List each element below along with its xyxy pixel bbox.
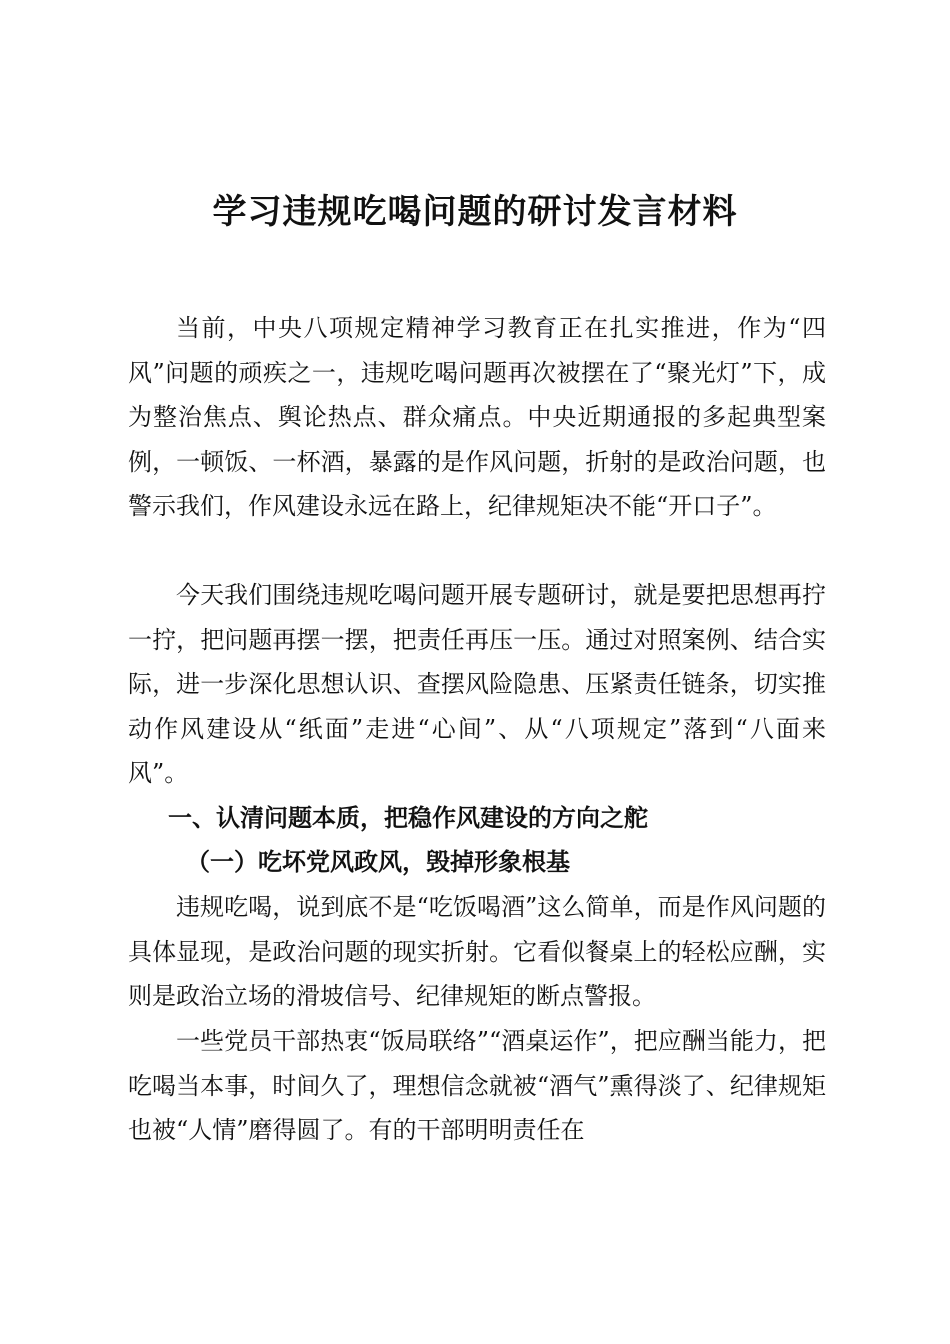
subsection-heading-1: （一）吃坏党风政风，毁掉形象根基 — [186, 847, 570, 876]
section-heading-1: 一、认清问题本质，把稳作风建设的方向之舵 — [168, 804, 648, 832]
paragraph-essence: 违规吃喝，说到底不是“吃饭喝酒”这么简单，而是作风问题的具体显现，是政治问题的现实折射。它看似餐桌上的轻松应酬，实则是政治立场的滑坡信号、纪律规矩的断点警报。 — [128, 893, 826, 1010]
paragraph-purpose: 今天我们围绕违规吃喝问题开展专题研讨，就是要把思想再拧一拧，把问题再摆一摆，把责任再压一压。通过对照案例、结合实际，进一步深化思想认识、查摆风险隐患、压紧责任链条，切实推动作风建设从“纸面”走进“心间”、从“八项规定”落到“八面来风”。 — [128, 581, 826, 787]
document-title: 学习违规吃喝问题的研讨发言材料 — [212, 192, 738, 232]
paragraph-intro: 当前，中央八项规定精神学习教育正在扎实推进，作为“四风”问题的顽疾之一，违规吃喝问题再次被摆在了“聚光灯”下，成为整治焦点、舆论热点、群众痛点。中央近期通报的多起典型案例，一顿饭、一杯酒，暴露的是作风问题，折射的是政治问题，也警示我们，作风建设永远在路上，纪律规矩决不能“开口子”。 — [128, 314, 826, 520]
paragraph-examples: 一些党员干部热衷“饭局联络”“酒桌运作”，把应酬当能力，把吃喝当本事，时间久了，理想信念就被“酒气”熏得淡了、纪律规矩也被“人情”磨得圆了。有的干部明明责任在 — [128, 1027, 826, 1144]
